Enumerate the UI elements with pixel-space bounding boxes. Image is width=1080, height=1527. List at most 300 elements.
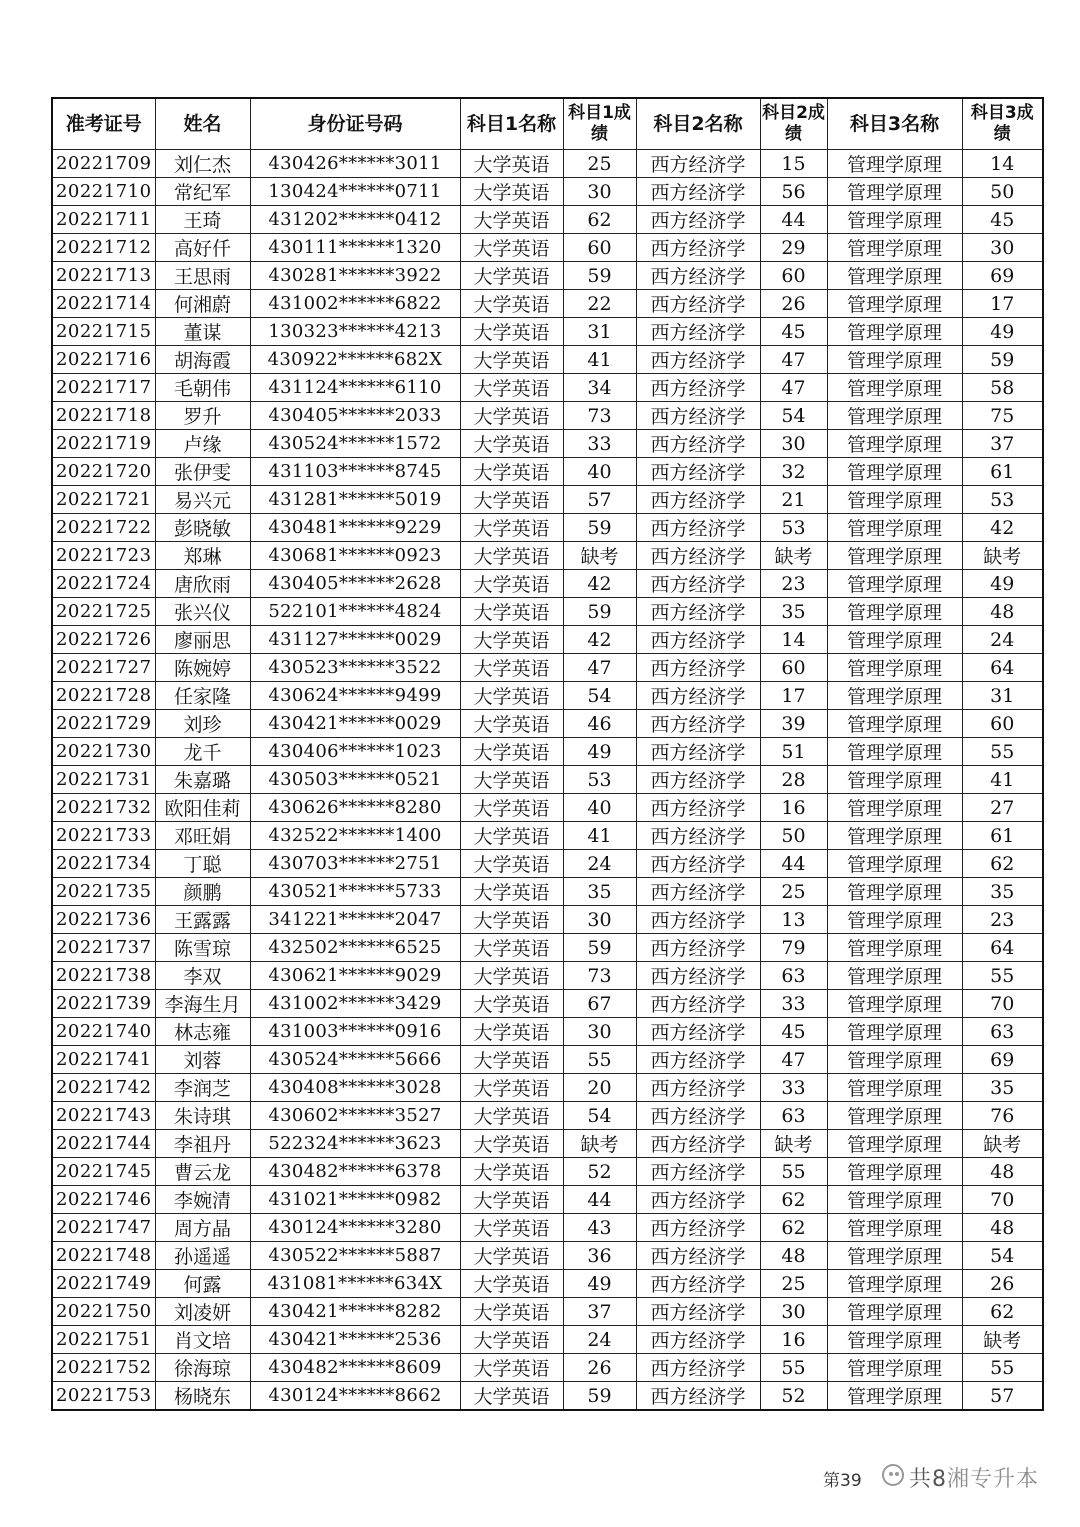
subject3-score-cell: 31	[962, 682, 1043, 710]
page-total-partial: 共8	[909, 1467, 947, 1492]
subject1-score-cell: 35	[563, 878, 636, 906]
subject3-score-cell: 55	[962, 962, 1043, 990]
name-cell: 孙遥遥	[155, 1242, 250, 1270]
subject3-name-cell: 管理学原理	[827, 626, 962, 654]
subject1-score-cell: 42	[563, 626, 636, 654]
subject2-name-cell: 西方经济学	[636, 682, 760, 710]
subject1-score-cell: 53	[563, 766, 636, 794]
exam-id-cell: 20221709	[52, 150, 155, 178]
subject2-score-cell: 63	[760, 1102, 827, 1130]
subject3-name-cell: 管理学原理	[827, 234, 962, 262]
subject2-score-cell: 55	[760, 1354, 827, 1382]
subject3-name-cell: 管理学原理	[827, 458, 962, 486]
name-cell: 朱嘉璐	[155, 766, 250, 794]
id-number-cell: 430624******9499	[250, 682, 460, 710]
subject2-name-cell: 西方经济学	[636, 1130, 760, 1158]
subject2-score-cell: 47	[760, 346, 827, 374]
subject1-name-cell: 大学英语	[460, 850, 563, 878]
id-number-cell: 431124******6110	[250, 374, 460, 402]
subject2-score-cell: 56	[760, 178, 827, 206]
id-number-cell: 430405******2033	[250, 402, 460, 430]
id-number-cell: 430626******8280	[250, 794, 460, 822]
header-subject3-name: 科目3名称	[827, 98, 962, 150]
subject1-score-cell: 73	[563, 962, 636, 990]
subject2-score-cell: 54	[760, 402, 827, 430]
subject1-name-cell: 大学英语	[460, 514, 563, 542]
table-row	[52, 878, 1043, 906]
subject1-score-cell: 54	[563, 682, 636, 710]
subject3-name-cell: 管理学原理	[827, 962, 962, 990]
subject1-name-cell: 大学英语	[460, 1270, 563, 1298]
subject1-name-cell: 大学英语	[460, 1158, 563, 1186]
id-number-cell: 430124******8662	[250, 1382, 460, 1411]
table-row	[52, 234, 1043, 262]
wechat-icon	[882, 1464, 904, 1486]
subject2-score-cell: 47	[760, 374, 827, 402]
subject3-score-cell: 23	[962, 906, 1043, 934]
exam-id-cell: 20221728	[52, 682, 155, 710]
subject2-score-cell: 17	[760, 682, 827, 710]
table-row	[52, 542, 1043, 570]
exam-id-cell: 20221739	[52, 990, 155, 1018]
table-row	[52, 262, 1043, 290]
subject1-name-cell: 大学英语	[460, 906, 563, 934]
name-cell: 李婉清	[155, 1186, 250, 1214]
name-cell: 周方晶	[155, 1214, 250, 1242]
id-number-cell: 430703******2751	[250, 850, 460, 878]
table-row	[52, 430, 1043, 458]
subject3-name-cell: 管理学原理	[827, 1242, 962, 1270]
exam-id-cell: 20221731	[52, 766, 155, 794]
subject3-name-cell: 管理学原理	[827, 654, 962, 682]
subject1-name-cell: 大学英语	[460, 290, 563, 318]
subject3-score-cell: 57	[962, 1382, 1043, 1411]
subject2-name-cell: 西方经济学	[636, 1018, 760, 1046]
exam-id-cell: 20221725	[52, 598, 155, 626]
subject1-name-cell: 大学英语	[460, 1382, 563, 1411]
subject2-score-cell: 47	[760, 1046, 827, 1074]
subject1-score-cell: 34	[563, 374, 636, 402]
exam-id-cell: 20221716	[52, 346, 155, 374]
subject1-name-cell: 大学英语	[460, 206, 563, 234]
id-number-cell: 431202******0412	[250, 206, 460, 234]
subject2-name-cell: 西方经济学	[636, 990, 760, 1018]
name-cell: 何湘蔚	[155, 290, 250, 318]
subject1-name-cell: 大学英语	[460, 1298, 563, 1326]
subject2-name-cell: 西方经济学	[636, 150, 760, 178]
subject3-score-cell: 55	[962, 738, 1043, 766]
subject2-score-cell: 缺考	[760, 542, 827, 570]
subject1-name-cell: 大学英语	[460, 962, 563, 990]
subject1-score-cell: 52	[563, 1158, 636, 1186]
subject1-name-cell: 大学英语	[460, 1046, 563, 1074]
page-number-label: 第39	[823, 1471, 862, 1491]
exam-id-cell: 20221723	[52, 542, 155, 570]
subject1-name-cell: 大学英语	[460, 458, 563, 486]
table-row	[52, 178, 1043, 206]
subject3-score-cell: 45	[962, 206, 1043, 234]
exam-id-cell: 20221750	[52, 1298, 155, 1326]
name-cell: 刘蓉	[155, 1046, 250, 1074]
subject1-name-cell: 大学英语	[460, 626, 563, 654]
id-number-cell: 430681******0923	[250, 542, 460, 570]
subject1-name-cell: 大学英语	[460, 178, 563, 206]
exam-id-cell: 20221753	[52, 1382, 155, 1411]
subject2-score-cell: 63	[760, 962, 827, 990]
id-number-cell: 431127******0029	[250, 626, 460, 654]
subject3-name-cell: 管理学原理	[827, 1354, 962, 1382]
table-row	[52, 710, 1043, 738]
subject3-name-cell: 管理学原理	[827, 822, 962, 850]
subject2-name-cell: 西方经济学	[636, 934, 760, 962]
table-row	[52, 150, 1043, 178]
subject3-score-cell: 62	[962, 850, 1043, 878]
id-number-cell: 430602******3527	[250, 1102, 460, 1130]
subject1-name-cell: 大学英语	[460, 430, 563, 458]
subject3-score-cell: 17	[962, 290, 1043, 318]
subject3-name-cell: 管理学原理	[827, 906, 962, 934]
subject1-score-cell: 40	[563, 458, 636, 486]
subject1-name-cell: 大学英语	[460, 1354, 563, 1382]
subject3-name-cell: 管理学原理	[827, 710, 962, 738]
subject1-score-cell: 41	[563, 346, 636, 374]
table-row	[52, 738, 1043, 766]
subject2-name-cell: 西方经济学	[636, 1102, 760, 1130]
subject2-name-cell: 西方经济学	[636, 654, 760, 682]
subject1-score-cell: 缺考	[563, 542, 636, 570]
subject3-name-cell: 管理学原理	[827, 1102, 962, 1130]
exam-id-cell: 20221717	[52, 374, 155, 402]
header-subject2-name: 科目2名称	[636, 98, 760, 150]
subject1-score-cell: 26	[563, 1354, 636, 1382]
table-row	[52, 1130, 1043, 1158]
subject3-score-cell: 76	[962, 1102, 1043, 1130]
subject2-score-cell: 45	[760, 1018, 827, 1046]
subject3-name-cell: 管理学原理	[827, 570, 962, 598]
subject1-score-cell: 41	[563, 822, 636, 850]
id-number-cell: 430503******0521	[250, 766, 460, 794]
subject2-score-cell: 缺考	[760, 1130, 827, 1158]
id-number-cell: 430421******2536	[250, 1326, 460, 1354]
exam-id-cell: 20221745	[52, 1158, 155, 1186]
table-row	[52, 458, 1043, 486]
subject2-score-cell: 62	[760, 1186, 827, 1214]
subject2-score-cell: 29	[760, 234, 827, 262]
table-row	[52, 850, 1043, 878]
id-number-cell: 522324******3623	[250, 1130, 460, 1158]
subject2-name-cell: 西方经济学	[636, 1270, 760, 1298]
subject1-score-cell: 30	[563, 1018, 636, 1046]
table-row	[52, 1298, 1043, 1326]
name-cell: 任家隆	[155, 682, 250, 710]
name-cell: 易兴元	[155, 486, 250, 514]
subject2-score-cell: 55	[760, 1158, 827, 1186]
subject3-score-cell: 48	[962, 1214, 1043, 1242]
subject3-name-cell: 管理学原理	[827, 1046, 962, 1074]
subject2-name-cell: 西方经济学	[636, 766, 760, 794]
exam-id-cell: 20221737	[52, 934, 155, 962]
exam-id-cell: 20221748	[52, 1242, 155, 1270]
id-number-cell: 130424******0711	[250, 178, 460, 206]
subject2-name-cell: 西方经济学	[636, 1074, 760, 1102]
subject1-score-cell: 40	[563, 794, 636, 822]
subject1-name-cell: 大学英语	[460, 374, 563, 402]
subject1-score-cell: 49	[563, 1270, 636, 1298]
name-cell: 颜鹏	[155, 878, 250, 906]
header-row	[52, 98, 1043, 150]
exam-id-cell: 20221746	[52, 1186, 155, 1214]
subject1-score-cell: 43	[563, 1214, 636, 1242]
subject2-score-cell: 26	[760, 290, 827, 318]
subject1-score-cell: 46	[563, 710, 636, 738]
id-number-cell: 430481******9229	[250, 514, 460, 542]
subject3-score-cell: 62	[962, 1298, 1043, 1326]
subject2-score-cell: 50	[760, 822, 827, 850]
subject3-score-cell: 63	[962, 1018, 1043, 1046]
table-row	[52, 1270, 1043, 1298]
subject2-score-cell: 53	[760, 514, 827, 542]
id-number-cell: 432502******6525	[250, 934, 460, 962]
header-exam-id: 准考证号	[52, 98, 155, 150]
subject2-score-cell: 48	[760, 1242, 827, 1270]
subject1-name-cell: 大学英语	[460, 1018, 563, 1046]
exam-id-cell: 20221733	[52, 822, 155, 850]
subject1-score-cell: 49	[563, 738, 636, 766]
subject1-name-cell: 大学英语	[460, 486, 563, 514]
exam-id-cell: 20221715	[52, 318, 155, 346]
subject2-name-cell: 西方经济学	[636, 1158, 760, 1186]
subject1-score-cell: 31	[563, 318, 636, 346]
subject1-score-cell: 59	[563, 1382, 636, 1411]
subject2-score-cell: 16	[760, 794, 827, 822]
id-number-cell: 430523******3522	[250, 654, 460, 682]
subject2-name-cell: 西方经济学	[636, 1214, 760, 1242]
subject2-score-cell: 33	[760, 990, 827, 1018]
subject2-score-cell: 60	[760, 654, 827, 682]
subject3-name-cell: 管理学原理	[827, 1074, 962, 1102]
subject3-score-cell: 48	[962, 1158, 1043, 1186]
id-number-cell: 431103******8745	[250, 458, 460, 486]
name-cell: 卢缘	[155, 430, 250, 458]
table-row	[52, 1102, 1043, 1130]
subject1-score-cell: 57	[563, 486, 636, 514]
subject3-score-cell: 49	[962, 570, 1043, 598]
table-row	[52, 402, 1043, 430]
table-row	[52, 1186, 1043, 1214]
subject3-score-cell: 69	[962, 262, 1043, 290]
subject3-score-cell: 55	[962, 1354, 1043, 1382]
table-row	[52, 682, 1043, 710]
subject3-name-cell: 管理学原理	[827, 1382, 962, 1411]
subject1-score-cell: 55	[563, 1046, 636, 1074]
subject1-name-cell: 大学英语	[460, 262, 563, 290]
name-cell: 彭晓敏	[155, 514, 250, 542]
subject2-score-cell: 28	[760, 766, 827, 794]
subject1-score-cell: 24	[563, 1326, 636, 1354]
subject2-name-cell: 西方经济学	[636, 738, 760, 766]
name-cell: 董谋	[155, 318, 250, 346]
subject3-score-cell: 26	[962, 1270, 1043, 1298]
name-cell: 丁聪	[155, 850, 250, 878]
subject1-score-cell: 24	[563, 850, 636, 878]
subject1-score-cell: 20	[563, 1074, 636, 1102]
subject3-name-cell: 管理学原理	[827, 290, 962, 318]
id-number-cell: 430482******8609	[250, 1354, 460, 1382]
table-row	[52, 598, 1043, 626]
exam-id-cell: 20221735	[52, 878, 155, 906]
subject3-name-cell: 管理学原理	[827, 1214, 962, 1242]
table-row	[52, 822, 1043, 850]
subject3-score-cell: 41	[962, 766, 1043, 794]
subject1-score-cell: 44	[563, 1186, 636, 1214]
subject3-score-cell: 30	[962, 234, 1043, 262]
table-row	[52, 486, 1043, 514]
subject1-name-cell: 大学英语	[460, 346, 563, 374]
subject2-name-cell: 西方经济学	[636, 1382, 760, 1411]
name-cell: 唐欣雨	[155, 570, 250, 598]
id-number-cell: 430522******5887	[250, 1242, 460, 1270]
id-number-cell: 522101******4824	[250, 598, 460, 626]
header-name: 姓名	[155, 98, 250, 150]
id-number-cell: 430524******1572	[250, 430, 460, 458]
subject1-name-cell: 大学英语	[460, 150, 563, 178]
name-cell: 徐海琼	[155, 1354, 250, 1382]
subject1-score-cell: 37	[563, 1298, 636, 1326]
id-number-cell: 431021******0982	[250, 1186, 460, 1214]
subject1-score-cell: 59	[563, 262, 636, 290]
subject2-name-cell: 西方经济学	[636, 822, 760, 850]
subject3-score-cell: 49	[962, 318, 1043, 346]
table-row	[52, 206, 1043, 234]
subject2-name-cell: 西方经济学	[636, 318, 760, 346]
name-cell: 陈婉婷	[155, 654, 250, 682]
subject3-score-cell: 42	[962, 514, 1043, 542]
exam-id-cell: 20221710	[52, 178, 155, 206]
exam-id-cell: 20221747	[52, 1214, 155, 1242]
table-row	[52, 1046, 1043, 1074]
id-number-cell: 430406******1023	[250, 738, 460, 766]
subject1-name-cell: 大学英语	[460, 1326, 563, 1354]
subject2-name-cell: 西方经济学	[636, 178, 760, 206]
table-row	[52, 990, 1043, 1018]
subject1-name-cell: 大学英语	[460, 1102, 563, 1130]
subject2-name-cell: 西方经济学	[636, 374, 760, 402]
subject3-score-cell: 27	[962, 794, 1043, 822]
subject2-score-cell: 60	[760, 262, 827, 290]
table-row	[52, 906, 1043, 934]
table-row	[52, 374, 1043, 402]
header-subject3-score: 科目3成绩	[962, 98, 1043, 150]
subject2-name-cell: 西方经济学	[636, 598, 760, 626]
name-cell: 刘仁杰	[155, 150, 250, 178]
subject1-score-cell: 47	[563, 654, 636, 682]
subject1-score-cell: 54	[563, 1102, 636, 1130]
subject2-name-cell: 西方经济学	[636, 402, 760, 430]
subject1-score-cell: 30	[563, 906, 636, 934]
id-number-cell: 430421******0029	[250, 710, 460, 738]
subject2-score-cell: 44	[760, 850, 827, 878]
subject2-name-cell: 西方经济学	[636, 1326, 760, 1354]
exam-id-cell: 20221736	[52, 906, 155, 934]
subject2-name-cell: 西方经济学	[636, 290, 760, 318]
name-cell: 王露露	[155, 906, 250, 934]
id-number-cell: 430482******6378	[250, 1158, 460, 1186]
subject3-name-cell: 管理学原理	[827, 934, 962, 962]
subject3-name-cell: 管理学原理	[827, 150, 962, 178]
subject2-score-cell: 23	[760, 570, 827, 598]
subject1-name-cell: 大学英语	[460, 598, 563, 626]
id-number-cell: 431003******0916	[250, 1018, 460, 1046]
id-number-cell: 341221******2047	[250, 906, 460, 934]
subject2-name-cell: 西方经济学	[636, 570, 760, 598]
subject2-name-cell: 西方经济学	[636, 1354, 760, 1382]
exam-id-cell: 20221740	[52, 1018, 155, 1046]
subject3-score-cell: 50	[962, 178, 1043, 206]
subject2-name-cell: 西方经济学	[636, 234, 760, 262]
subject2-score-cell: 39	[760, 710, 827, 738]
subject1-name-cell: 大学英语	[460, 822, 563, 850]
id-number-cell: 430922******682X	[250, 346, 460, 374]
id-number-cell: 432522******1400	[250, 822, 460, 850]
subject2-name-cell: 西方经济学	[636, 1046, 760, 1074]
subject3-name-cell: 管理学原理	[827, 598, 962, 626]
exam-id-cell: 20221749	[52, 1270, 155, 1298]
subject2-name-cell: 西方经济学	[636, 1242, 760, 1270]
subject1-score-cell: 33	[563, 430, 636, 458]
subject2-name-cell: 西方经济学	[636, 962, 760, 990]
subject3-score-cell: 缺考	[962, 1326, 1043, 1354]
id-number-cell: 431002******3429	[250, 990, 460, 1018]
name-cell: 李祖丹	[155, 1130, 250, 1158]
exam-id-cell: 20221721	[52, 486, 155, 514]
subject1-score-cell: 25	[563, 150, 636, 178]
subject2-score-cell: 13	[760, 906, 827, 934]
table-row	[52, 514, 1043, 542]
table-row	[52, 1158, 1043, 1186]
name-cell: 李海生月	[155, 990, 250, 1018]
subject1-name-cell: 大学英语	[460, 234, 563, 262]
name-cell: 龙千	[155, 738, 250, 766]
id-number-cell: 430521******5733	[250, 878, 460, 906]
subject1-name-cell: 大学英语	[460, 1186, 563, 1214]
exam-id-cell: 20221741	[52, 1046, 155, 1074]
subject3-name-cell: 管理学原理	[827, 206, 962, 234]
subject2-score-cell: 21	[760, 486, 827, 514]
subject2-score-cell: 15	[760, 150, 827, 178]
id-number-cell: 431081******634X	[250, 1270, 460, 1298]
score-table-body	[52, 150, 1043, 1411]
subject3-name-cell: 管理学原理	[827, 178, 962, 206]
subject3-name-cell: 管理学原理	[827, 794, 962, 822]
subject3-score-cell: 53	[962, 486, 1043, 514]
subject1-score-cell: 59	[563, 934, 636, 962]
exam-id-cell: 20221718	[52, 402, 155, 430]
name-cell: 李双	[155, 962, 250, 990]
header-id-number: 身份证号码	[250, 98, 460, 150]
subject1-score-cell: 22	[563, 290, 636, 318]
subject2-name-cell: 西方经济学	[636, 794, 760, 822]
subject3-name-cell: 管理学原理	[827, 766, 962, 794]
subject2-name-cell: 西方经济学	[636, 542, 760, 570]
table-row	[52, 1018, 1043, 1046]
subject2-name-cell: 西方经济学	[636, 458, 760, 486]
subject1-score-cell: 缺考	[563, 1130, 636, 1158]
exam-id-cell: 20221730	[52, 738, 155, 766]
id-number-cell: 430426******3011	[250, 150, 460, 178]
subject2-name-cell: 西方经济学	[636, 906, 760, 934]
id-number-cell: 430124******3280	[250, 1214, 460, 1242]
subject2-name-cell: 西方经济学	[636, 262, 760, 290]
